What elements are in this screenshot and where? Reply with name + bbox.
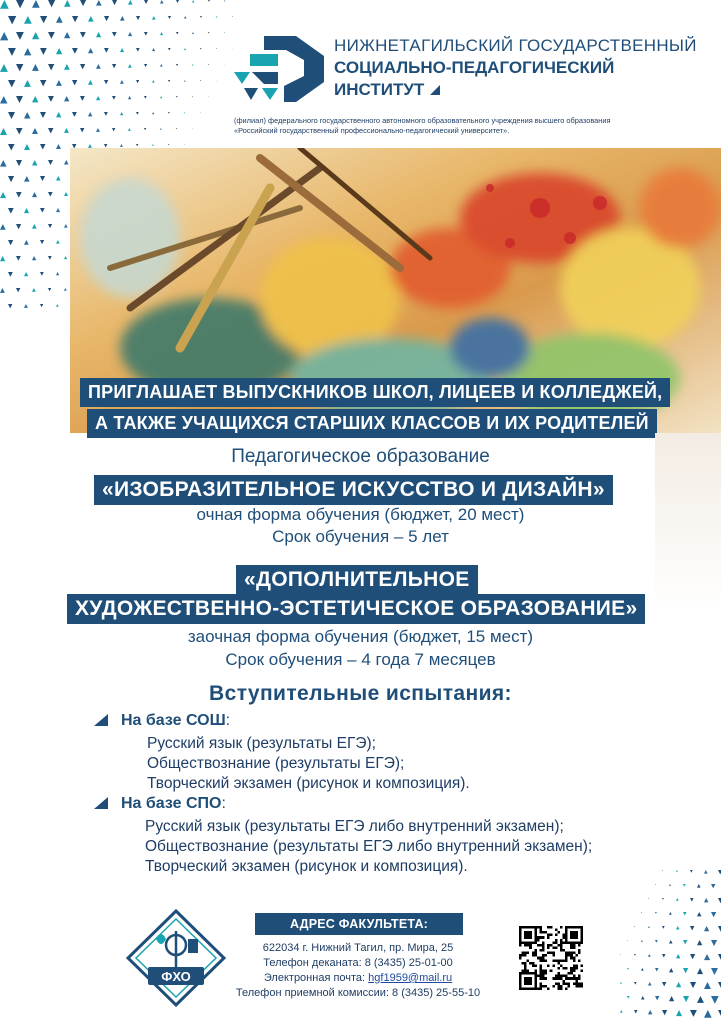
pattern-triangle [24, 112, 30, 118]
pattern-triangle [32, 192, 37, 197]
pattern-triangle [120, 16, 125, 21]
pattern-triangle [641, 912, 642, 913]
pattern-triangle [8, 272, 13, 277]
pattern-triangle [64, 256, 67, 259]
pattern-triangle [104, 16, 109, 21]
triangle-pattern-decoration-bottom [620, 870, 721, 1024]
pattern-triangle [40, 304, 43, 307]
pattern-triangle [24, 16, 32, 24]
pattern-triangle [56, 176, 61, 181]
program1-term: Срок обучения – 5 лет [272, 527, 449, 546]
pattern-triangle [32, 160, 38, 166]
exam-item: Русский язык (результаты ЕГЭ); [147, 735, 376, 752]
pattern-triangle [48, 32, 55, 39]
institute-name-line3 [334, 80, 440, 100]
dean-phone: Телефон деканата: 8 (3435) 25-01-00 [263, 957, 453, 969]
pattern-triangle [8, 112, 15, 119]
pattern-triangle [160, 128, 162, 130]
pattern-triangle [16, 224, 21, 229]
pattern-triangle [8, 208, 14, 214]
pattern-triangle [40, 144, 46, 150]
pattern-triangle [704, 926, 709, 931]
pattern-triangle [690, 926, 694, 930]
address-title: АДРЕС ФАКУЛЬТЕТА: [255, 913, 463, 935]
pattern-triangle [200, 80, 201, 81]
pattern-triangle [112, 96, 116, 100]
pattern-triangle [24, 48, 31, 55]
pattern-triangle [208, 32, 209, 33]
pattern-triangle [72, 16, 78, 22]
pattern-triangle [24, 144, 30, 150]
pattern-triangle [160, 64, 163, 67]
pattern-triangle [56, 112, 61, 117]
pattern-triangle [32, 64, 39, 71]
pattern-triangle [48, 128, 53, 133]
pattern-triangle [216, 48, 217, 49]
qr-code-icon[interactable] [519, 926, 583, 990]
pattern-triangle [176, 64, 178, 66]
pattern-triangle [690, 1010, 697, 1017]
pattern-triangle [184, 48, 186, 50]
pattern-triangle [224, 32, 225, 33]
exams-title: Вступительные испытания: [209, 682, 512, 705]
exam-group-label-college: На базе СПО: [121, 795, 226, 812]
pattern-triangle [192, 64, 194, 66]
pattern-triangle [88, 80, 93, 85]
triangle-mark-icon [430, 85, 440, 95]
pattern-triangle [711, 996, 719, 1004]
pattern-triangle [16, 288, 20, 292]
pattern-triangle [88, 16, 94, 22]
pattern-triangle [40, 16, 47, 23]
pattern-triangle [0, 256, 5, 261]
pattern-triangle [711, 884, 715, 888]
pattern-triangle [56, 144, 61, 149]
pattern-triangle [144, 128, 146, 130]
pattern-triangle [56, 304, 59, 307]
pattern-triangle [662, 982, 666, 986]
pattern-triangle [64, 128, 69, 133]
pattern-triangle [648, 898, 649, 899]
pattern-triangle [64, 192, 68, 196]
pattern-triangle [184, 144, 185, 145]
affiliation-line1: (филиал) федерального государственного автономного образовательного учреждения высшего образования [234, 116, 611, 125]
pattern-triangle [104, 112, 108, 116]
pattern-triangle [662, 898, 664, 900]
pattern-triangle [48, 64, 54, 70]
pattern-triangle [704, 898, 708, 902]
pattern-triangle [168, 16, 171, 19]
pattern-triangle [184, 80, 186, 82]
pattern-triangle [16, 128, 23, 135]
invitation-banner-line2: А ТАКЖЕ УЧАЩИХСЯ СТАРШИХ КЛАССОВ И ИХ РОДИТЕЛЕЙ [87, 409, 657, 438]
pattern-triangle [160, 0, 164, 4]
pattern-triangle [120, 80, 124, 84]
pattern-triangle [662, 954, 666, 958]
pattern-triangle [8, 16, 16, 24]
pattern-triangle [648, 926, 650, 928]
pattern-triangle [655, 884, 656, 885]
pattern-triangle [48, 96, 54, 102]
triangle-bullet-icon [94, 714, 108, 726]
pattern-triangle [168, 144, 169, 145]
pattern-triangle [697, 968, 703, 974]
institute-name-line1: НИЖНЕТАГИЛЬСКИЙ ГОСУДАРСТВЕННЫЙ [334, 36, 697, 55]
pattern-triangle [683, 996, 689, 1002]
pattern-triangle [697, 996, 704, 1003]
pattern-triangle [32, 128, 38, 134]
pattern-triangle [683, 968, 688, 973]
pattern-triangle [176, 96, 178, 98]
pattern-triangle [627, 940, 628, 941]
pattern-triangle [634, 954, 636, 956]
pattern-triangle [641, 996, 645, 1000]
institute-logo-icon [234, 36, 324, 102]
pattern-triangle [144, 96, 147, 99]
pattern-triangle [128, 128, 131, 131]
pattern-triangle [88, 48, 93, 53]
pattern-triangle [690, 898, 694, 902]
email-label: Электронная почта: [263, 972, 369, 984]
pattern-triangle [56, 16, 63, 23]
pattern-triangle [0, 224, 6, 230]
pattern-triangle [160, 32, 163, 35]
pattern-triangle [40, 272, 44, 276]
pattern-triangle [112, 0, 117, 5]
pattern-triangle [32, 288, 36, 292]
pattern-triangle [697, 884, 701, 888]
pattern-triangle [152, 144, 154, 146]
pattern-triangle [0, 128, 7, 135]
pattern-triangle [112, 128, 115, 131]
pattern-triangle [208, 64, 209, 65]
pattern-triangle [16, 0, 24, 8]
pattern-triangle [24, 176, 30, 182]
pattern-triangle [104, 48, 109, 53]
exam-group-label-text: На базе СОШ [121, 712, 226, 729]
pattern-triangle [176, 0, 179, 3]
pattern-triangle [72, 48, 78, 54]
pattern-triangle [200, 16, 202, 18]
pattern-triangle [0, 288, 5, 293]
pattern-triangle [16, 256, 21, 261]
pattern-triangle [152, 112, 154, 114]
pattern-triangle [112, 32, 117, 37]
pattern-triangle [152, 80, 155, 83]
program1-name: «ИЗОБРАЗИТЕЛЬНОЕ ИСКУССТВО И ДИЗАЙН» [94, 475, 613, 505]
pattern-triangle [224, 0, 225, 1]
program2-name-line2: ХУДОЖЕСТВЕННО-ЭСТЕТИЧЕСКОЕ ОБРАЗОВАНИЕ» [67, 594, 645, 624]
pattern-triangle [160, 96, 162, 98]
pattern-triangle [24, 80, 31, 87]
pattern-triangle [64, 0, 71, 7]
pattern-triangle [192, 128, 193, 129]
pattern-triangle [711, 912, 716, 917]
pattern-triangle [80, 32, 86, 38]
faculty-logo-text: ФХО [161, 969, 191, 984]
pattern-triangle [669, 940, 673, 944]
pattern-triangle [136, 144, 138, 146]
pattern-triangle [676, 898, 679, 901]
pattern-triangle [48, 160, 53, 165]
program2-term: Срок обучения – 4 года 7 месяцев [225, 650, 496, 669]
pattern-triangle [136, 48, 140, 52]
pattern-triangle [620, 982, 622, 984]
address-street: 622034 г. Нижний Тагил, пр. Мира, 25 [262, 942, 454, 954]
pattern-triangle [120, 144, 123, 147]
pattern-triangle [32, 32, 39, 39]
pattern-triangle [32, 224, 37, 229]
pattern-triangle [8, 304, 12, 308]
pattern-triangle [168, 48, 171, 51]
pattern-triangle [0, 96, 7, 103]
pattern-triangle [16, 192, 22, 198]
pattern-triangle [136, 16, 140, 20]
pattern-triangle [32, 256, 36, 260]
pattern-triangle [655, 996, 659, 1000]
pattern-triangle [655, 940, 658, 943]
pattern-triangle [683, 940, 687, 944]
pattern-triangle [64, 32, 70, 38]
pattern-triangle [0, 192, 6, 198]
program1-subtitle: Педагогическое образование [231, 446, 490, 467]
pattern-triangle [192, 32, 194, 34]
pattern-triangle [690, 982, 696, 988]
pattern-triangle [56, 208, 60, 212]
pattern-triangle [704, 1010, 712, 1018]
pattern-triangle [56, 80, 62, 86]
pattern-triangle [0, 160, 7, 167]
pattern-triangle [88, 112, 92, 116]
pattern-triangle [655, 912, 657, 914]
pattern-triangle [184, 16, 187, 19]
pattern-triangle [136, 80, 139, 83]
pattern-triangle [232, 16, 233, 17]
pattern-triangle [200, 48, 202, 50]
pattern-triangle [40, 240, 44, 244]
pattern-triangle [64, 64, 70, 70]
pattern-triangle [648, 982, 652, 986]
pattern-triangle [48, 192, 53, 197]
exam-group-label-school: На базе СОШ: [121, 712, 231, 729]
pattern-triangle [56, 272, 59, 275]
pattern-triangle [104, 144, 107, 147]
pattern-triangle [627, 996, 630, 999]
exam-item: Обществознание (результаты ЕГЭ либо внутренний экзамен); [145, 838, 593, 855]
pattern-triangle [96, 96, 100, 100]
pattern-triangle [669, 968, 673, 972]
pattern-triangle [24, 272, 28, 276]
pattern-triangle [0, 64, 8, 72]
pattern-triangle [168, 112, 170, 114]
pattern-triangle [112, 64, 116, 68]
pattern-triangle [711, 940, 717, 946]
pattern-triangle [56, 48, 62, 54]
pattern-triangle [152, 48, 155, 51]
pattern-triangle [32, 96, 38, 102]
program1-form: очная форма обучения (бюджет, 20 мест) [196, 505, 525, 524]
pattern-triangle [634, 1010, 638, 1014]
triangle-bullet-icon [94, 797, 108, 809]
pattern-triangle [208, 0, 210, 2]
pattern-triangle [8, 240, 13, 245]
pattern-triangle [620, 1010, 623, 1013]
pattern-triangle [8, 176, 14, 182]
pattern-triangle [144, 32, 148, 36]
pattern-triangle [200, 112, 201, 113]
pattern-triangle [96, 64, 101, 69]
pattern-triangle [655, 968, 659, 972]
pattern-triangle [64, 224, 68, 228]
pattern-triangle [224, 64, 225, 65]
pattern-triangle [641, 968, 644, 971]
pattern-triangle [40, 48, 47, 55]
pattern-triangle [64, 96, 69, 101]
pattern-triangle [192, 96, 193, 97]
pattern-triangle [136, 112, 139, 115]
pattern-triangle [627, 968, 629, 970]
pattern-triangle [24, 240, 29, 245]
pattern-triangle [676, 926, 680, 930]
pattern-triangle [711, 968, 718, 975]
pattern-triangle [40, 208, 45, 213]
pattern-triangle [80, 96, 85, 101]
pattern-triangle [184, 112, 185, 113]
pattern-triangle [192, 0, 194, 2]
institute-name-line2: СОЦИАЛЬНО-ПЕДАГОГИЧЕСКИЙ [334, 58, 615, 77]
pattern-triangle [56, 240, 60, 244]
exam-item: Обществознание (результаты ЕГЭ); [147, 755, 405, 772]
exam-item: Творческий экзамен (рисунок и композиция). [145, 858, 468, 875]
pattern-triangle [64, 160, 68, 164]
pattern-triangle [80, 64, 85, 69]
pattern-triangle [72, 112, 77, 117]
pattern-triangle [16, 32, 24, 40]
pattern-triangle [64, 288, 67, 291]
pattern-triangle [152, 16, 156, 20]
pattern-triangle [104, 80, 108, 84]
pattern-triangle [676, 982, 681, 987]
pattern-triangle [697, 940, 702, 945]
pattern-triangle [128, 0, 133, 5]
pattern-triangle [641, 940, 643, 942]
pattern-triangle [676, 954, 680, 958]
pattern-triangle [72, 80, 77, 85]
pattern-triangle [216, 80, 217, 81]
pattern-triangle [120, 48, 124, 52]
pattern-triangle [208, 96, 209, 97]
pattern-triangle [662, 870, 663, 871]
pattern-triangle [690, 870, 693, 873]
pattern-triangle [48, 0, 55, 7]
exam-group-label-text: На базе СПО [121, 795, 222, 812]
pattern-triangle [128, 96, 131, 99]
invitation-banner-line1: ПРИГЛАШАЕТ ВЫПУСКНИКОВ ШКОЛ, ЛИЦЕЕВ И КОЛЛЕДЖЕЙ, [80, 378, 670, 407]
pattern-triangle [662, 926, 665, 929]
pattern-triangle [48, 288, 51, 291]
institute-name-word: ИНСТИТУТ [334, 80, 425, 99]
pattern-triangle [648, 1010, 652, 1014]
pattern-triangle [80, 0, 86, 6]
pattern-triangle [697, 912, 701, 916]
faculty-logo-icon [126, 909, 226, 1007]
pattern-triangle [0, 0, 9, 9]
pattern-triangle [40, 80, 46, 86]
pattern-triangle [96, 0, 102, 6]
exam-item: Творческий экзамен (рисунок и композиция). [147, 775, 470, 792]
pattern-triangle [144, 0, 148, 4]
pattern-triangle [648, 954, 651, 957]
pattern-triangle [634, 926, 635, 927]
pattern-triangle [690, 954, 695, 959]
pattern-triangle [8, 80, 15, 87]
pattern-triangle [16, 64, 23, 71]
pattern-triangle [16, 96, 23, 103]
exam-item: Русский язык (результаты ЕГЭ либо внутренний экзамен); [145, 818, 564, 835]
pattern-triangle [176, 128, 177, 129]
pattern-triangle [16, 160, 22, 166]
pattern-triangle [40, 112, 46, 118]
pattern-triangle [8, 144, 15, 151]
pattern-triangle [120, 112, 123, 115]
pattern-triangle [32, 0, 40, 8]
email-line [218, 972, 498, 984]
pattern-triangle [128, 64, 132, 68]
pattern-triangle [176, 32, 179, 35]
pattern-triangle [24, 208, 29, 213]
pattern-triangle [620, 954, 621, 955]
affiliation-text [234, 116, 684, 136]
pattern-triangle [40, 176, 45, 181]
email-link[interactable]: hgf1959@mail.ru [368, 972, 453, 984]
pattern-triangle [704, 982, 711, 989]
pattern-triangle [683, 884, 686, 887]
pattern-triangle [48, 256, 52, 260]
pattern-triangle [634, 982, 637, 985]
pattern-triangle [168, 80, 170, 82]
pattern-triangle [676, 1010, 682, 1016]
program2-form: заочная форма обучения (бюджет, 15 мест) [187, 627, 534, 646]
pattern-triangle [24, 304, 28, 308]
pattern-triangle [80, 128, 84, 132]
pattern-triangle [128, 32, 132, 36]
pattern-triangle [669, 884, 671, 886]
pattern-triangle [662, 1010, 667, 1015]
pattern-triangle [676, 870, 678, 872]
pattern-triangle [704, 954, 710, 960]
admission-phone: Телефон приемной комиссии: 8 (3435) 25-55-10 [235, 987, 481, 999]
pattern-triangle [683, 912, 687, 916]
pattern-triangle [704, 870, 708, 874]
pattern-triangle [669, 912, 672, 915]
pattern-triangle [48, 224, 52, 228]
pattern-triangle [216, 16, 217, 17]
pattern-triangle [96, 128, 100, 132]
pattern-triangle [669, 996, 674, 1001]
pattern-triangle [144, 64, 147, 67]
pattern-triangle [0, 32, 8, 40]
program2-name-line1: «ДОПОЛНИТЕЛЬНОЕ [236, 565, 478, 595]
affiliation-line2: «Российский государственный профессионально-педагогический университет». [234, 126, 510, 135]
pattern-triangle [96, 32, 101, 37]
pattern-triangle [8, 48, 16, 56]
